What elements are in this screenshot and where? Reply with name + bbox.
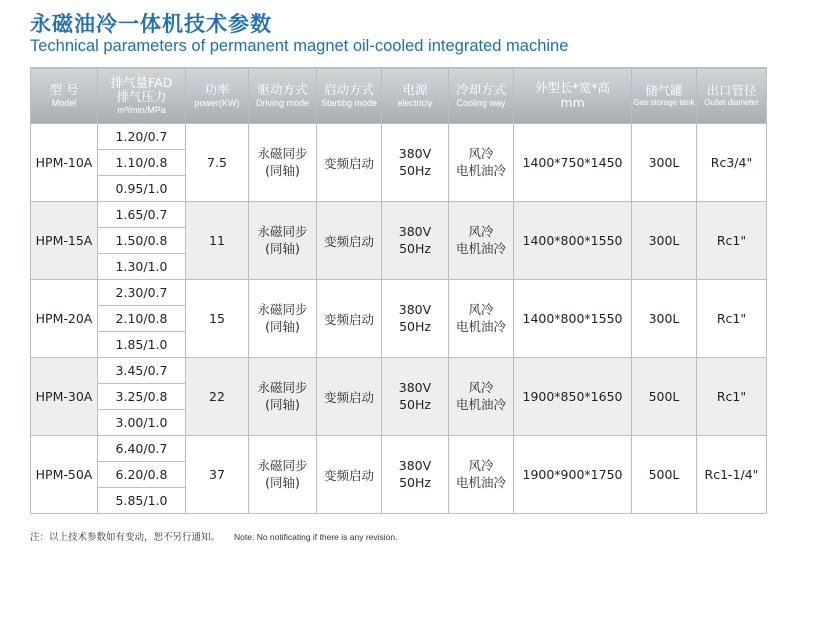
header-outlet: 出口管径 Outlet diameter	[697, 68, 767, 124]
power-cell: 15	[186, 280, 249, 358]
table-row	[31, 280, 767, 306]
dimensions-cell: 1400*800*1550	[514, 280, 632, 358]
power-cell: 22	[186, 358, 249, 436]
cooling-cell: 风冷 电机油冷	[449, 280, 514, 358]
header-start: 启动方式 Startibg mode	[317, 68, 382, 124]
header-model: 型 号 Model	[31, 68, 98, 124]
header-power: 功率 power(KW)	[186, 68, 249, 124]
header-electricity: 电源 electriciy	[382, 68, 449, 124]
dimensions-cell: 1900*900*1750	[514, 436, 632, 514]
cooling-cell: 风冷 电机油冷	[449, 358, 514, 436]
drive-cell: 永磁同步 (同轴)	[249, 280, 317, 358]
revision-note	[30, 529, 397, 543]
fad-cell: 6.20/0.8	[98, 462, 186, 488]
note-cn: 注：以上技术参数如有变动，恕不另行通知。	[30, 532, 221, 543]
fad-cell: 1.20/0.7	[98, 124, 186, 150]
electricity-cell: 380V 50Hz	[382, 124, 449, 202]
fad-cell: 2.30/0.7	[98, 280, 186, 306]
fad-cell: 5.85/1.0	[98, 488, 186, 514]
fad-cell: 6.40/0.7	[98, 436, 186, 462]
fad-cell: 1.85/1.0	[98, 332, 186, 358]
fad-cell: 3.00/1.0	[98, 410, 186, 436]
model-cell: HPM-50A	[31, 436, 98, 514]
power-cell: 7.5	[186, 124, 249, 202]
header-drive: 驱动方式 Driving mode	[249, 68, 317, 124]
start-cell: 变频启动	[317, 436, 382, 514]
fad-cell: 1.10/0.8	[98, 150, 186, 176]
outlet-cell: Rc1"	[697, 280, 767, 358]
spec-table	[30, 67, 767, 514]
drive-cell: 永磁同步 (同轴)	[249, 436, 317, 514]
fad-cell: 0.95/1.0	[98, 176, 186, 202]
page-subtitle: Technical parameters of permanent magnet oil-cooled integrated machine	[30, 37, 569, 55]
drive-cell: 永磁同步 (同轴)	[249, 358, 317, 436]
table-row	[31, 436, 767, 462]
header-dimensions: 外型长*宽*高 mm	[514, 68, 632, 124]
fad-cell: 1.30/1.0	[98, 254, 186, 280]
table-body	[31, 124, 767, 514]
table-row	[31, 124, 767, 150]
electricity-cell: 380V 50Hz	[382, 280, 449, 358]
fad-cell: 3.45/0.7	[98, 358, 186, 384]
fad-cell: 3.25/0.8	[98, 384, 186, 410]
table-row	[31, 202, 767, 228]
tank-cell: 300L	[632, 202, 697, 280]
power-cell: 11	[186, 202, 249, 280]
fad-cell: 1.50/0.8	[98, 228, 186, 254]
header-cooling: 冷却方式 Cooling way	[449, 68, 514, 124]
outlet-cell: Rc1"	[697, 202, 767, 280]
header-tank: 储气罐 Gas storage tank	[632, 68, 697, 124]
dimensions-cell: 1900*850*1650	[514, 358, 632, 436]
outlet-cell: Rc1-1/4"	[697, 436, 767, 514]
tank-cell: 300L	[632, 280, 697, 358]
model-cell: HPM-15A	[31, 202, 98, 280]
fad-cell: 1.65/0.7	[98, 202, 186, 228]
outlet-cell: Rc1"	[697, 358, 767, 436]
table-header	[31, 68, 767, 124]
page-title: 永磁油冷一体机技术参数	[30, 12, 272, 36]
cooling-cell: 风冷 电机油冷	[449, 124, 514, 202]
model-cell: HPM-30A	[31, 358, 98, 436]
tank-cell: 300L	[632, 124, 697, 202]
model-cell: HPM-20A	[31, 280, 98, 358]
start-cell: 变频启动	[317, 280, 382, 358]
electricity-cell: 380V 50Hz	[382, 358, 449, 436]
fad-cell: 2.10/0.8	[98, 306, 186, 332]
power-cell: 37	[186, 436, 249, 514]
model-cell: HPM-10A	[31, 124, 98, 202]
tank-cell: 500L	[632, 436, 697, 514]
dimensions-cell: 1400*750*1450	[514, 124, 632, 202]
drive-cell: 永磁同步 (同轴)	[249, 124, 317, 202]
start-cell: 变频启动	[317, 358, 382, 436]
dimensions-cell: 1400*800*1550	[514, 202, 632, 280]
electricity-cell: 380V 50Hz	[382, 202, 449, 280]
electricity-cell: 380V 50Hz	[382, 436, 449, 514]
header-fad: 排气量FAD 排气压力 m³/min/MPa	[98, 68, 186, 124]
drive-cell: 永磁同步 (同轴)	[249, 202, 317, 280]
cooling-cell: 风冷 电机油冷	[449, 202, 514, 280]
tank-cell: 500L	[632, 358, 697, 436]
cooling-cell: 风冷 电机油冷	[449, 436, 514, 514]
start-cell: 变频启动	[317, 124, 382, 202]
table-row	[31, 358, 767, 384]
outlet-cell: Rc3/4"	[697, 124, 767, 202]
start-cell: 变频启动	[317, 202, 382, 280]
note-en: Note: No notificating if there is any revision.	[234, 532, 398, 542]
